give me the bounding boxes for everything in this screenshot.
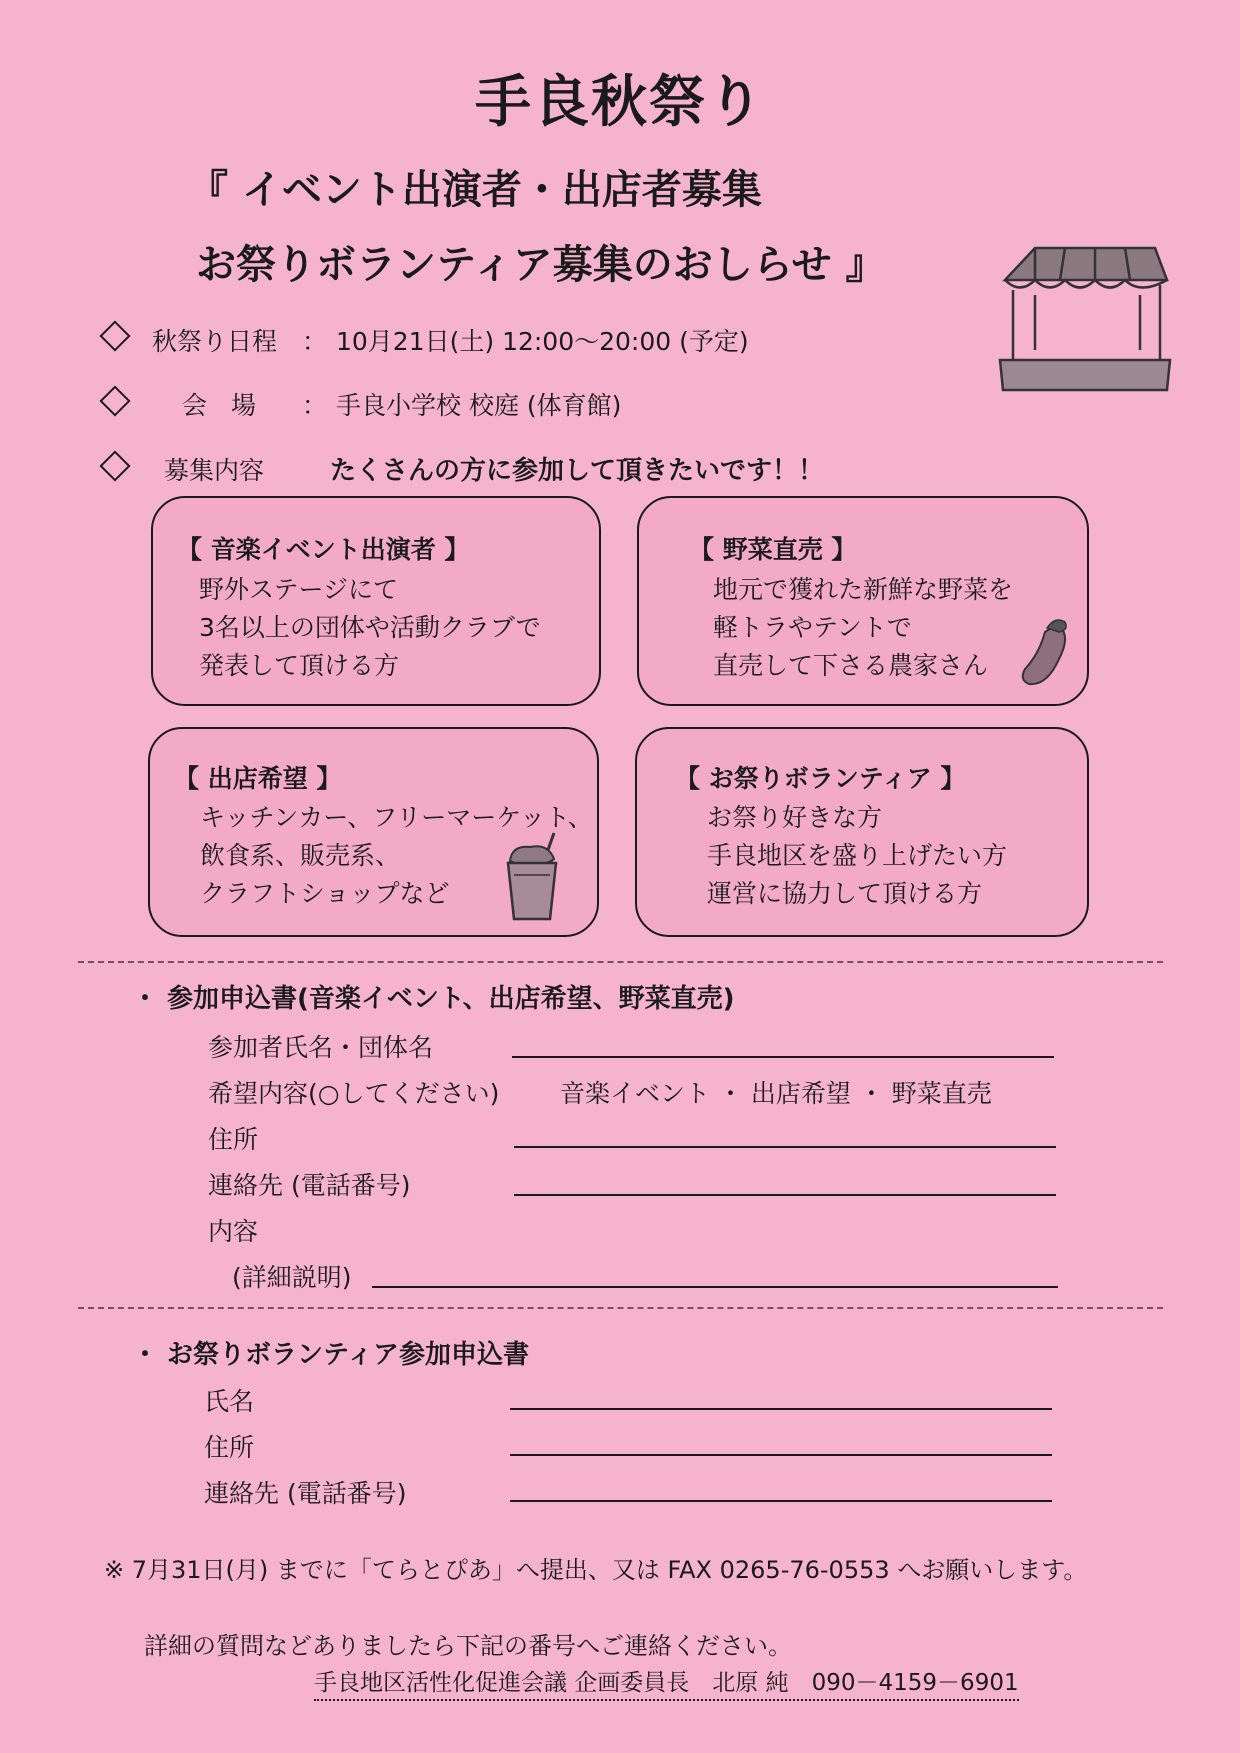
festival-stall-illustration: [995, 240, 1175, 410]
form1-name-label: 参加者氏名・団体名: [208, 1033, 434, 1062]
form2-name-field[interactable]: [510, 1408, 1052, 1410]
form2-address-label: 住所: [204, 1433, 255, 1462]
card-line: キッチンカー、フリーマーケット、: [200, 803, 593, 832]
form1-contact-label: 連絡先 (電話番号): [208, 1171, 411, 1200]
subtitle-line-2: お祭りボランティア募集のおしらせ 』: [196, 242, 886, 288]
form1-wish-options[interactable]: 音楽イベント ・ 出店希望 ・ 野菜直売: [560, 1079, 992, 1108]
cut-line-divider: [78, 1307, 1163, 1309]
venue-row: [104, 389, 126, 418]
card-line: 飲食系、販売系、: [200, 841, 401, 870]
schedule-row: [104, 324, 126, 353]
venue-label: 会 場: [182, 391, 264, 420]
form1-detail-field[interactable]: [372, 1286, 1058, 1288]
diamond-bullet-icon: [99, 450, 130, 481]
card-line: 地元で獲れた新鮮な野菜を: [713, 575, 1014, 604]
card-line: 野外ステージにて: [199, 575, 399, 604]
deadline-note: ※ 7月31日(月) までに「てらとぴあ」へ提出、又は FAX 0265-76-0553 へお願いします。: [104, 1556, 1088, 1584]
form1-title: ・ 参加申込書(音楽イベント、出店希望、野菜直売): [132, 984, 735, 1014]
form1-wish-label: 希望内容(○してください): [208, 1079, 500, 1108]
card-line: 運営に協力して頂ける方: [707, 879, 983, 908]
schedule-value: 10月21日(土) 12:00〜20:00 (予定): [336, 327, 749, 356]
form2-contact-field[interactable]: [510, 1500, 1052, 1502]
recruit-value: たくさんの方に参加して頂きたいです！！: [330, 456, 825, 486]
form2-name-label: 氏名: [204, 1387, 255, 1416]
card-title: 【 お祭りボランティア 】: [675, 764, 966, 793]
form1-name-field[interactable]: [512, 1056, 1054, 1058]
recruit-row: [104, 454, 126, 483]
card-title: 【 音楽イベント出演者 】: [177, 535, 470, 564]
card-title: 【 野菜直売 】: [689, 535, 857, 564]
eggplant-icon: [1017, 614, 1077, 694]
form1-content-label: 内容: [208, 1217, 259, 1246]
schedule-separator: ：: [302, 327, 328, 356]
card-music-event: [151, 496, 601, 706]
recruit-label: 募集内容: [164, 456, 265, 485]
card-line: 3名以上の団体や活動クラブで: [199, 613, 541, 642]
form1-contact-field[interactable]: [514, 1194, 1056, 1196]
venue-value: 手良小学校 校庭 (体育館): [336, 391, 622, 420]
form1-address-label: 住所: [208, 1125, 259, 1154]
card-vegetable-sale: [637, 496, 1089, 706]
inquiry-note: 詳細の質問などありましたら下記の番号へご連絡ください。: [144, 1632, 792, 1660]
form2-contact-label: 連絡先 (電話番号): [204, 1479, 407, 1508]
cut-line-divider: [78, 961, 1163, 963]
diamond-bullet-icon: [99, 385, 130, 416]
form2-address-field[interactable]: [510, 1454, 1052, 1456]
schedule-label: 秋祭り日程: [152, 327, 278, 356]
page-title: 手良秋祭り: [475, 70, 765, 135]
subtitle-line-1: 『 イベント出演者・出店者募集: [188, 167, 762, 213]
card-line: 手良地区を盛り上げたい方: [707, 841, 1008, 870]
form1-address-field[interactable]: [514, 1146, 1056, 1148]
card-volunteer: [635, 727, 1089, 937]
contact-info: 手良地区活性化促進会議 企画委員長 北原 純 090－4159－6901: [314, 1664, 1019, 1701]
card-line: 軽トラやテントで: [713, 613, 912, 642]
card-shop: [148, 727, 599, 937]
drink-cup-icon: [498, 831, 568, 923]
card-title: 【 出店希望 】: [174, 764, 342, 793]
form2-title: ・ お祭りボランティア参加申込書: [132, 1340, 529, 1370]
form1-detail-label: (詳細説明): [232, 1263, 352, 1292]
card-line: クラフトショップなど: [200, 879, 450, 908]
card-line: 直売して下さる農家さん: [713, 651, 989, 680]
card-line: 発表して頂ける方: [199, 651, 400, 680]
diamond-bullet-icon: [99, 320, 130, 351]
card-line: お祭り好きな方: [707, 803, 883, 832]
venue-separator: ：: [302, 391, 328, 420]
